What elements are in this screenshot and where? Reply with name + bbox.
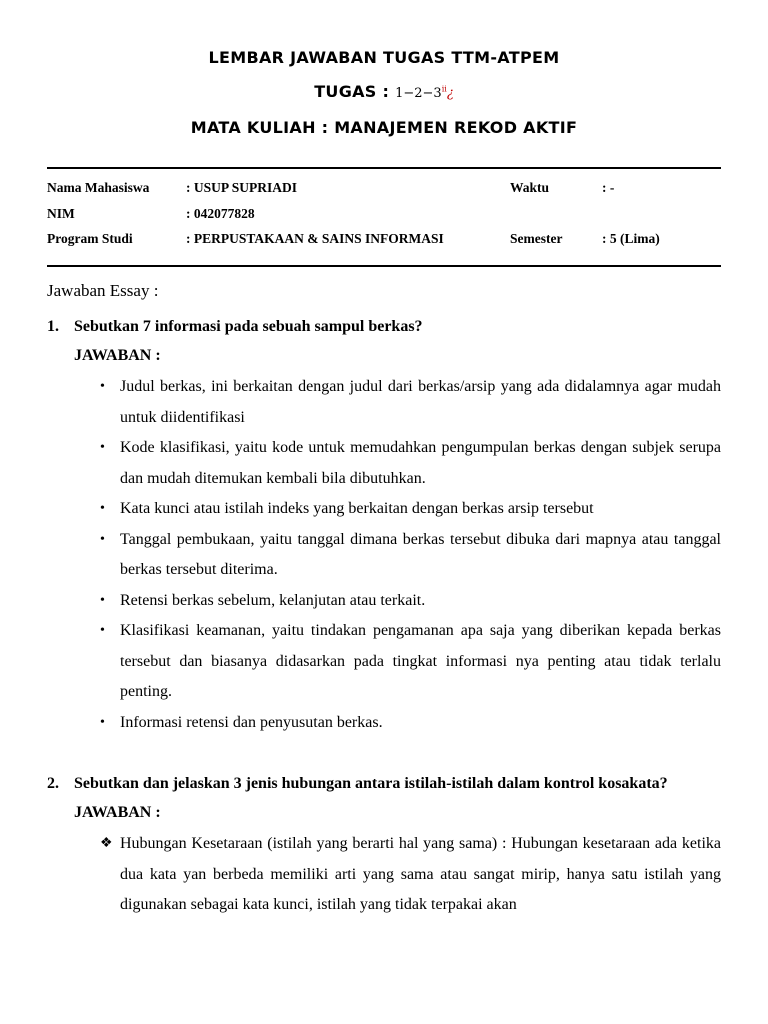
- list-item: • Kode klasifikasi, yaitu kode untuk memudahkan pengumpulan berkas dengan subjek serupa dan mudah ditemukan kembali bila dibutuhkan.: [100, 433, 721, 494]
- assignment-label: TUGAS :: [314, 82, 390, 101]
- assignment-superscript: ii: [441, 84, 447, 94]
- info-value: : -: [602, 180, 615, 195]
- question-number: 1.: [47, 318, 59, 335]
- list-item: • Klasifikasi keamanan, yaitu tindakan pengamanan apa saja yang diberikan kepada berkas tersebut dan biasanya didasarkan pada tingkat informasi nya penting atau tidak terlalu penting.: [100, 616, 721, 708]
- list-item: • Judul berkas, ini berkaitan dengan judul dari berkas/arsip yang ada didalamnya agar mudah untuk diidentifikasi: [100, 372, 721, 433]
- list-item: ❖ Hubungan Kesetaraan (istilah yang berarti hal yang sama) : Hubungan kesetaraan ada ketika dua kata yan berbeda memiliki arti yang sama atau sangat mirip, hanya satu istilah yang digunakan sebagai kata kunci, istilah yang tidak terpakai akan: [100, 829, 721, 921]
- info-label: Nama Mahasiswa: [47, 180, 150, 195]
- question-2: [47, 769, 721, 799]
- spacer: [47, 738, 721, 769]
- answer-list-1: [47, 372, 721, 738]
- assignment-line: [0, 82, 768, 101]
- essay-content: [47, 312, 721, 921]
- info-value: : 042077828: [186, 205, 255, 221]
- top-divider: [47, 167, 721, 169]
- info-value: : 5 (Lima): [602, 231, 660, 246]
- question-1: [47, 312, 721, 342]
- list-item: • Tanggal pembukaan, yaitu tanggal dimana berkas tersebut dibuka dari mapnya atau tanggal berkas tersebut diterima.: [100, 525, 721, 586]
- diamond-bullet-icon: ❖: [100, 836, 113, 851]
- question-text: Sebutkan 7 informasi pada sebuah sampul berkas?: [74, 318, 423, 335]
- essay-heading: Jawaban Essay :: [47, 281, 159, 300]
- bullet-icon: •: [100, 592, 105, 608]
- bullet-icon: •: [100, 623, 105, 638]
- assignment-value: $1-2-3^{ii}¿$: [395, 84, 454, 101]
- bullet-icon: •: [100, 531, 105, 547]
- question-text: Sebutkan dan jelaskan 3 jenis hubungan antara istilah-istilah dalam kontrol kosakata?: [74, 775, 668, 792]
- question-number: 2.: [47, 775, 59, 792]
- info-label: NIM: [47, 205, 75, 221]
- answer-list-2: [47, 829, 721, 921]
- list-item: • Kata kunci atau istilah indeks yang berkaitan dengan berkas arsip tersebut: [100, 494, 721, 525]
- info-label: Semester: [510, 231, 563, 246]
- bullet-icon: •: [100, 714, 105, 730]
- info-label: Waktu: [510, 180, 550, 195]
- document-title: LEMBAR JAWABAN TUGAS TTM-ATPEM: [208, 48, 560, 67]
- bullet-icon: •: [100, 440, 105, 455]
- course-title: MATA KULIAH : MANAJEMEN REKOD AKTIF: [190, 118, 578, 137]
- info-label: Program Studi: [47, 231, 133, 246]
- list-item: • Retensi berkas sebelum, kelanjutan atau terkait.: [100, 586, 721, 617]
- bottom-divider: [47, 265, 721, 267]
- bullet-icon: •: [100, 379, 105, 394]
- assignment-tail: ¿: [446, 86, 454, 101]
- info-value: : USUP SUPRIADI: [186, 180, 298, 195]
- answer-label: JAWABAN :: [74, 347, 161, 364]
- answer-label: JAWABAN :: [74, 804, 161, 821]
- info-value: : PERPUSTAKAAN & SAINS INFORMASI: [186, 231, 444, 246]
- bullet-icon: •: [100, 501, 105, 516]
- list-item: • Informasi retensi dan penyusutan berkas.: [100, 708, 721, 739]
